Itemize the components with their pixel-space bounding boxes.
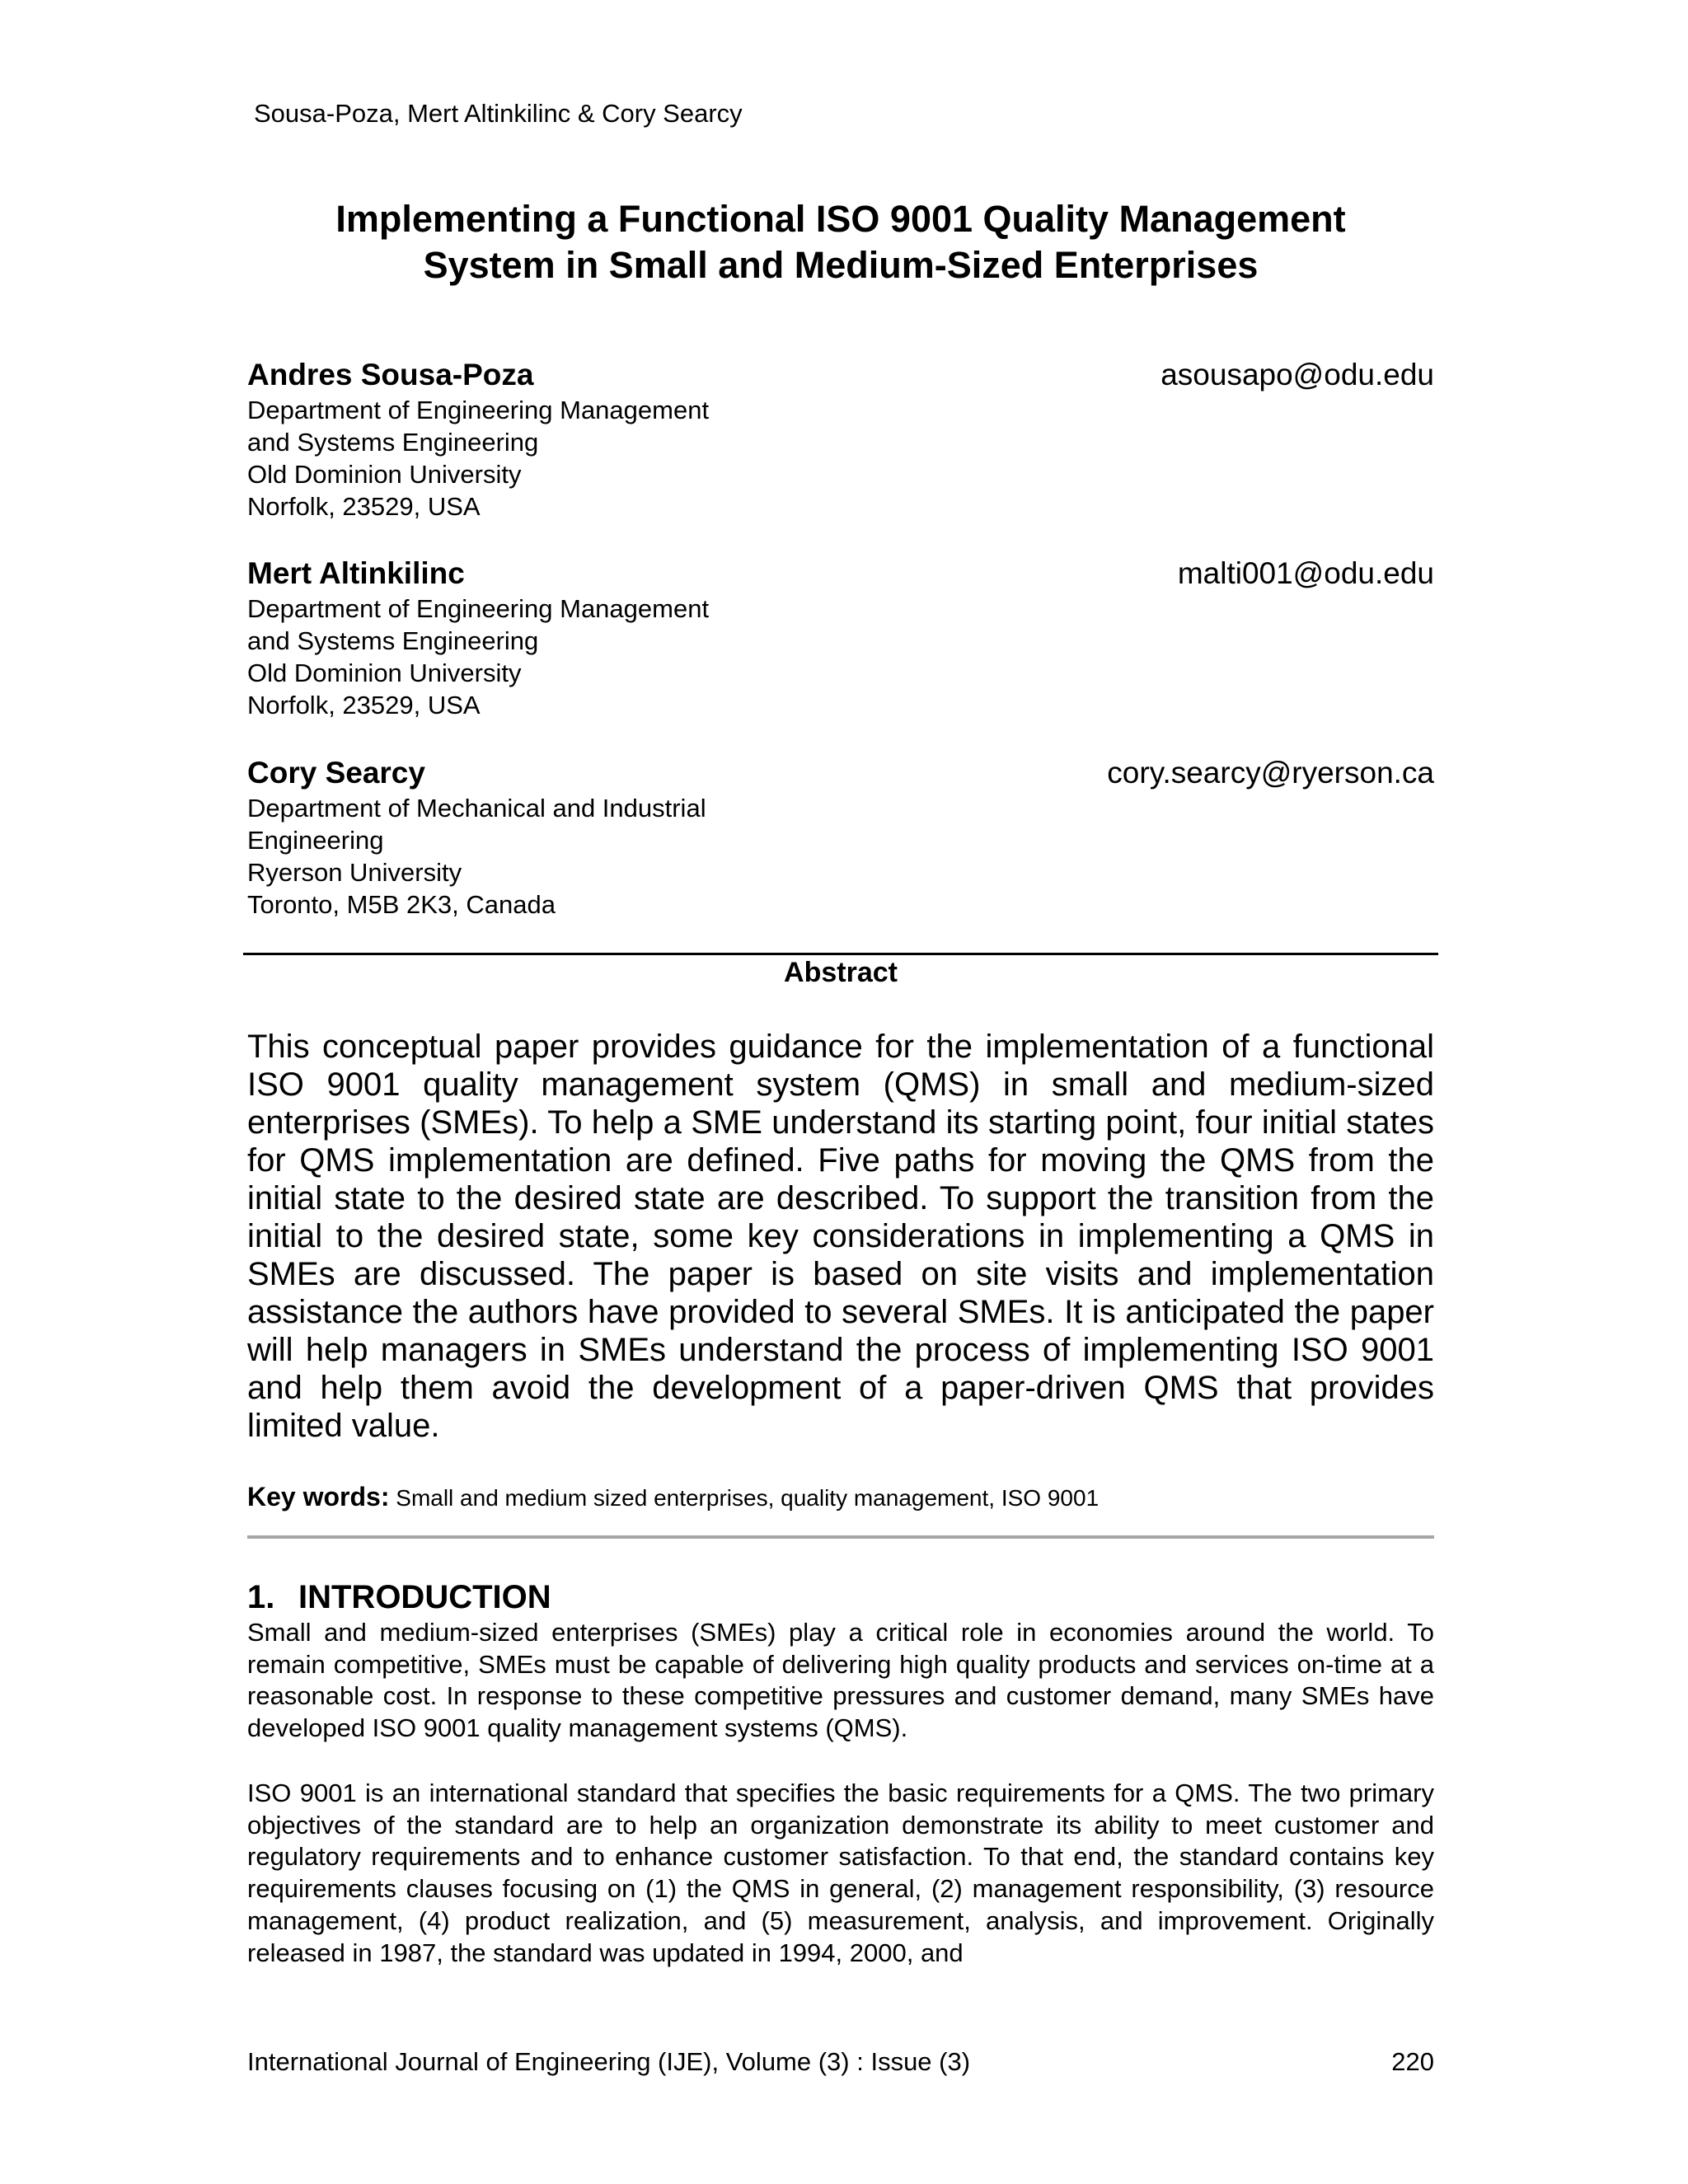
author-block-3 [247,754,1434,921]
author-email[interactable]: asousapo@odu.edu [1160,358,1434,391]
section-title: INTRODUCTION [298,1579,551,1615]
author-email[interactable]: cory.searcy@ryerson.ca [1107,756,1434,790]
author-name: Mert Altinkilinc [247,556,465,590]
footer-journal: International Journal of Engineering (IJE), Volume (3) : Issue (3) [247,2047,971,2076]
section-number: 1. [247,1579,275,1615]
abstract-text: This conceptual paper provides guidance for the implementation of a functional ISO 9001 quality management system (QMS) in small and medium-sized enterprises (SMEs). To help a SME understand its starting point, four initial states for QMS implementation are defined. Five paths for moving the QMS from the initial state to the desired state are described. To support the transition from the initial to the desired state, some key considerations in implementing a QMS in SMEs are discussed. The paper is based on site visits and implementation assistance the authors have provided to several SMEs. It is anticipated the paper will help managers in SMEs understand the process of implementing ISO 9001 and help them avoid the development of a paper-driven QMS that provides limited value. [247,1029,1434,1444]
affiliation-line: Old Dominion University [247,658,522,687]
affiliation-line: Ryerson University [247,858,462,887]
affiliation-line: Department of Engineering Management [247,396,710,424]
author-name: Cory Searcy [247,756,425,790]
affiliation-line: Old Dominion University [247,460,522,489]
abstract-heading: Abstract [784,957,898,988]
affiliation-line: Department of Engineering Management [247,594,710,623]
title-line-2: System in Small and Medium-Sized Enterprises [423,244,1259,286]
intro-paragraph-1: Small and medium-sized enterprises (SMEs) play a critical role in economies around the world. To remain competitive, SMEs must be capable of delivering high quality products and services on-time at a reasonable cost. In response to these competitive pressures and customer demand, many SMEs have developed ISO 9001 quality management systems (QMS). [247,1618,1434,1743]
author-block-2 [247,555,1434,721]
affiliation-line: Norfolk, 23529, USA [247,691,481,719]
author-email[interactable]: malti001@odu.edu [1177,556,1434,590]
section-divider [247,1535,1434,1539]
intro-paragraph-2: ISO 9001 is an international standard that specifies the basic requirements for a QMS. The two primary objectives of the standard are to help an organization demonstrate its ability to meet customer and regulatory requirements and to enhance customer satisfaction. To that end, the standard contains key requirements clauses focusing on (1) the QMS in general, (2) management responsibility, (3) resource management, (4) product realization, and (5) measurement, analysis, and improvement. Originally released in 1987, the standard was updated in 1994, 2000, and [247,1779,1434,1967]
affiliation-line: Department of Mechanical and Industrial [247,794,706,823]
affiliation-line: Toronto, M5B 2K3, Canada [247,890,556,919]
keywords-text: Small and medium sized enterprises, quality management, ISO 9001 [389,1485,1100,1511]
title-line-1: Implementing a Functional ISO 9001 Quality Management [335,198,1346,240]
affiliation-line: Engineering [247,826,384,855]
keywords-label: Key words: [247,1482,390,1511]
affiliation-line: and Systems Engineering [247,626,539,655]
keywords [247,1481,1434,1514]
affiliation-line: and Systems Engineering [247,428,539,457]
affiliation-line: Norfolk, 23529, USA [247,492,481,521]
running-header: Sousa-Poza, Mert Altinkilinc & Cory Searcy [254,99,743,128]
author-name: Andres Sousa-Poza [247,358,534,391]
author-block-1 [247,356,1434,523]
page-number: 220 [1391,2047,1434,2076]
section-heading [247,1577,551,1617]
paper-title [214,196,1467,288]
